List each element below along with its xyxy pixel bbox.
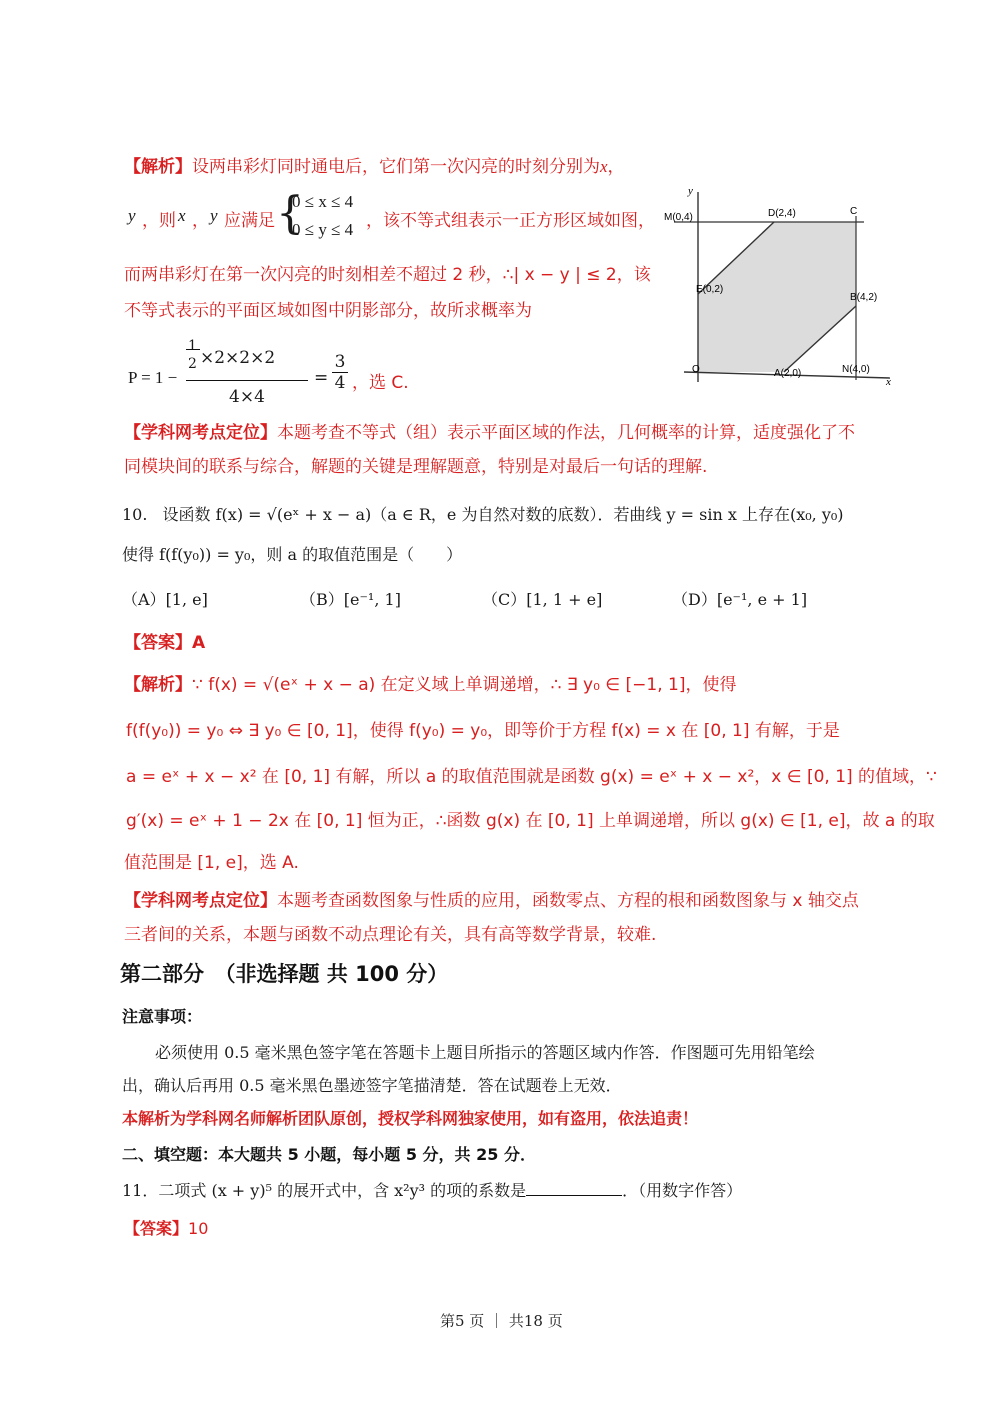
answer-tag: 【答案】 <box>124 633 192 653</box>
q10-analysis-line1 <box>124 670 736 695</box>
q9-point-line1 <box>124 418 855 443</box>
q10-analysis-line2: f(f(y₀)) = y₀ ⇔ ∃ y₀ ∈ [0, 1]，使得 f(y₀) = y₀，即等价于方程 f(x) = x 在 [0, 1] 有解，于是 <box>126 721 840 741</box>
frac-rest: ×2×2×2 <box>200 348 276 368</box>
x-axis-label: x <box>886 376 891 388</box>
q10-analysis-line5: 值范围是 [1, e]，选 A. <box>124 853 299 873</box>
result-fraction <box>332 352 348 393</box>
point-m: M(0,4) <box>664 212 693 223</box>
option-label: （A） <box>122 590 166 609</box>
point-e: E(0,2) <box>696 284 724 295</box>
notes-line1: 必须使用 0.5 毫米黑色签字笔在答题卡上题目所指示的答题区域内作答．作图题可先用铅笔绘 <box>155 1043 815 1062</box>
q10-stem-2: 使得 f(f(y₀)) = y₀，则 a 的取值范围是（ ） <box>122 545 463 564</box>
option-value: [1, 1 + e] <box>526 590 603 609</box>
point-tag: 【学科网考点定位】 <box>124 891 277 911</box>
analysis-tag: 【解析】 <box>124 675 192 695</box>
point-a: A(2,0) <box>774 368 802 379</box>
p-lhs: P = 1 − <box>128 368 178 387</box>
analysis-tag: 【解析】 <box>124 157 192 177</box>
q10-point-line2: 三者间的关系，本题与函数不动点理论有关，具有高等数学背景，较难. <box>124 925 657 945</box>
point-tag: 【学科网考点定位】 <box>124 423 277 443</box>
res-den: 4 <box>334 373 346 393</box>
answer-blank <box>526 1181 622 1196</box>
notes-title: 注意事项： <box>122 1007 203 1026</box>
option-label: （C） <box>482 590 527 609</box>
section-heading: 二、填空题：本大题共 5 小题，每小题 5 分，共 25 分． <box>122 1145 536 1164</box>
option-label: （B） <box>300 590 344 609</box>
point-d: D(2,4) <box>768 208 796 219</box>
q10-analysis-line3: a = eˣ + x − x² 在 [0, 1] 有解，所以 a 的取值范围就是函数 g(x) = eˣ + x − x²，x ∈ [0, 1] 的值域，∵ <box>126 767 937 787</box>
point-b: B(4,2) <box>850 292 878 303</box>
point-text: 本题考查不等式（组）表示平面区域的作法，几何概率的计算，适度强化了不 <box>277 423 855 443</box>
res-num: 3 <box>332 352 348 373</box>
var-x: x <box>600 157 608 176</box>
option-value: [e⁻¹, 1] <box>343 590 401 609</box>
frac-den: 4×4 <box>229 387 265 407</box>
analysis-text: 设两串彩灯同时通电后，它们第一次闪亮的时刻分别为 <box>192 157 600 177</box>
text-then: ，则 <box>142 211 176 231</box>
equals: = <box>314 368 329 388</box>
question-number: 10. <box>122 505 148 524</box>
answer-value: 10 <box>188 1219 209 1238</box>
q10-analysis-line4: g′(x) = eˣ + 1 − 2x 在 [0, 1] 恒为正，∴函数 g(x) 在 [0, 1] 上单调递增，所以 g(x) ∈ [1, e]，故 a 的取 <box>126 811 935 831</box>
text-region: ，该不等式组表示一正方形区域如图， <box>366 211 655 231</box>
q11-suffix: ．（用数字作答） <box>622 1181 743 1200</box>
frac-bar-small <box>186 349 200 350</box>
option-value: [e⁻¹, e + 1] <box>716 590 808 609</box>
left-brace: { <box>276 188 304 239</box>
var-x: x <box>178 206 186 225</box>
copyright-notice: 本解析为学科网名师解析团队原创，授权学科网独家使用，如有盗用，依法追责！ <box>122 1109 699 1128</box>
system-row-1: 0 ≤ x ≤ 4 <box>292 192 354 211</box>
q11-prefix: 11．二项式 (x + y)⁵ 的展开式中，含 x²y³ 的项的系数是 <box>122 1181 527 1200</box>
var-y: y <box>128 206 136 225</box>
q10-option-d <box>672 587 807 610</box>
q9-analysis-line3: 而两串彩灯在第一次闪亮的时刻相差不超过 2 秒，∴| x − y | ≤ 2，该 <box>124 265 651 285</box>
y-axis-label: y <box>688 185 693 197</box>
point-text: 本题考查函数图象与性质的应用，函数零点、方程的根和函数图象与 x 轴交点 <box>277 891 859 911</box>
q9-point-line2: 同模块间的联系与综合，解题的关键是理解题意，特别是对最后一句话的理解. <box>124 457 708 477</box>
option-label: （D） <box>672 590 717 609</box>
q9-analysis-line4: 不等式表示的平面区域如图中阴影部分，故所求概率为 <box>124 301 532 321</box>
answer-tag: 【答案】 <box>124 1219 189 1238</box>
point-o: O <box>692 364 700 375</box>
point-c: C <box>850 206 858 217</box>
option-value: [1, e] <box>165 590 208 609</box>
var-y: y <box>210 206 218 225</box>
q11-stem <box>122 1178 742 1201</box>
q10-option-a <box>122 587 208 610</box>
q9-analysis-line1 <box>124 152 625 177</box>
system-row-2: 0 ≤ y ≤ 4 <box>292 220 354 239</box>
comma: ， <box>192 211 209 231</box>
q10-point-line1 <box>124 886 859 911</box>
page-footer: 第5 页 ｜ 共18 页 <box>440 1312 563 1330</box>
point-n: N(4,0) <box>842 364 870 375</box>
notes-line2: 出，确认后再用 0.5 毫米黑色墨迹签字笔描清楚．答在试题卷上无效． <box>122 1076 622 1095</box>
big-fraction <box>186 338 308 407</box>
region-figure <box>664 182 904 394</box>
q10-answer <box>124 628 205 653</box>
q10-option-b <box>300 587 401 610</box>
q10-option-c <box>482 587 602 610</box>
analysis-text: ∵ f(x) = √(eˣ + x − a) 在定义域上单调递增，∴ ∃ y₀ ∈ [−1, 1]，使得 <box>192 675 737 695</box>
choice-c: ，选 C. <box>352 373 409 393</box>
frac-one: 1 <box>188 338 197 354</box>
q10-stem-1 <box>122 502 844 525</box>
frac-two: 2 <box>188 356 197 372</box>
text-satisfies: 应满足 <box>224 211 275 231</box>
comma: ， <box>607 157 625 177</box>
answer-value: A <box>192 633 206 653</box>
question-stem: 设函数 f(x) = √(eˣ + x − a)（a ∈ R，e 为自然对数的底数）．若曲线 y = sin x 上存在(x₀, y₀) <box>162 505 844 524</box>
q11-answer <box>124 1216 208 1239</box>
part2-title: 第二部分 （非选择题 共 100 分） <box>120 962 449 986</box>
